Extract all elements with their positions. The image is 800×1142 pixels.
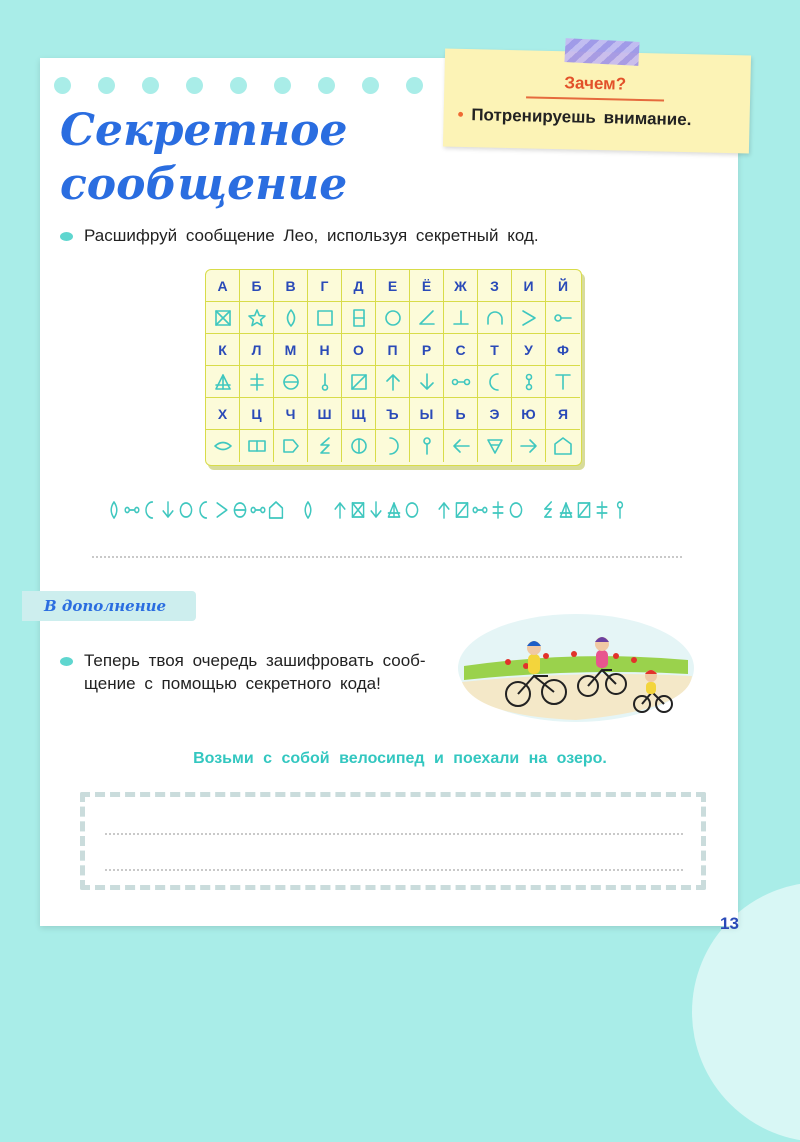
secret-code-table — [205, 269, 582, 466]
code-letter: Т — [490, 341, 499, 358]
code-letter-cell — [274, 270, 308, 302]
binder-hole — [406, 77, 423, 94]
boxed-x-icon — [350, 500, 366, 520]
arrow-down-icon — [410, 366, 444, 398]
circle-bar-icon — [342, 430, 376, 462]
zigzag-icon — [540, 500, 556, 520]
boxed-slash-icon — [342, 366, 376, 398]
code-letter-cell — [308, 334, 342, 366]
dumbbell-icon — [250, 500, 266, 520]
code-letter: Г — [320, 277, 329, 294]
task-instruction: Расшифруй сообщение Лео, используя секретный код. — [84, 226, 539, 245]
writing-line[interactable] — [105, 833, 683, 835]
lollipop-right-icon — [546, 302, 580, 334]
code-letter-cell — [342, 270, 376, 302]
zigzag-icon — [308, 430, 342, 462]
code-letter-cell — [512, 334, 546, 366]
why-sticky-note — [443, 49, 751, 154]
triangle-split-icon — [386, 500, 402, 520]
arrow-right-icon — [512, 430, 546, 462]
binder-hole — [54, 77, 71, 94]
code-letter-cell — [308, 398, 342, 430]
binder-hole — [142, 77, 159, 94]
extra-section-label: В дополнение — [22, 591, 196, 621]
dumbbell-icon — [472, 500, 488, 520]
lens-icon — [106, 500, 122, 520]
bead-line-icon — [512, 366, 546, 398]
code-letter: Я — [557, 405, 569, 422]
chevron-right-icon — [214, 500, 230, 520]
half-moon-icon — [376, 430, 410, 462]
arch-icon — [478, 302, 512, 334]
code-letter-cell — [240, 334, 274, 366]
code-letter-cell — [376, 270, 410, 302]
pin-icon — [410, 430, 444, 462]
theta-circle-icon — [232, 500, 248, 520]
arrow-left-icon — [444, 430, 478, 462]
phrase-to-encode: Возьми с собой велосипед и поехали на озеро. — [193, 750, 607, 767]
code-letter: Ь — [455, 405, 466, 422]
code-letter-cell — [274, 334, 308, 366]
code-letter: О — [353, 341, 364, 358]
code-letter: Ч — [285, 405, 296, 422]
crescent-icon — [142, 500, 158, 520]
code-letter-cell — [478, 334, 512, 366]
pentagon-icon — [546, 430, 580, 462]
boxed-slash-icon — [576, 500, 592, 520]
code-letter: У — [524, 341, 533, 358]
code-letter-cell — [206, 398, 240, 430]
code-letter: Ж — [454, 277, 467, 294]
task-bullet — [60, 232, 73, 241]
pentagon-icon — [268, 500, 284, 520]
thermometer-icon — [308, 366, 342, 398]
code-letter-cell — [206, 270, 240, 302]
code-letter: Ц — [251, 405, 262, 422]
star-icon — [240, 302, 274, 334]
code-letter: И — [523, 277, 534, 294]
note-bullet: • — [457, 104, 464, 124]
arrow-down-icon — [160, 500, 176, 520]
boxed-slash-icon — [454, 500, 470, 520]
arrow-down-icon — [368, 500, 384, 520]
code-letter-cell — [546, 398, 580, 430]
writing-line[interactable] — [105, 869, 683, 871]
code-letter-cell — [274, 398, 308, 430]
lens-icon — [300, 500, 316, 520]
code-letter-cell — [410, 398, 444, 430]
code-letter-cell — [478, 270, 512, 302]
code-letter-cell — [410, 270, 444, 302]
triangle-down-icon — [478, 430, 512, 462]
code-letter: Р — [421, 341, 432, 358]
code-letter-cell — [342, 334, 376, 366]
angle-icon — [410, 302, 444, 334]
tag-icon — [274, 430, 308, 462]
code-letter: Х — [217, 405, 228, 422]
code-letter: Ф — [557, 341, 569, 358]
task-bullet — [60, 657, 73, 666]
code-letter-cell — [410, 334, 444, 366]
page-number: 13 — [720, 914, 739, 933]
code-letter-cell — [342, 398, 376, 430]
code-letter: С — [455, 341, 466, 358]
split-rect-icon — [342, 302, 376, 334]
washi-tape — [564, 38, 639, 66]
code-letter: В — [285, 277, 296, 294]
code-letter-cell — [444, 334, 478, 366]
code-letter-cell — [512, 398, 546, 430]
code-letter: Б — [251, 277, 262, 294]
binder-hole — [186, 77, 203, 94]
task-instruction-2: Теперь твоя очередь зашифровать сооб- щение с помощью секретного кода! — [84, 651, 426, 693]
binder-hole — [362, 77, 379, 94]
theta-circle-icon — [274, 366, 308, 398]
square-icon — [308, 302, 342, 334]
dumbbell-icon — [124, 500, 140, 520]
code-letter-cell — [546, 270, 580, 302]
double-cross-icon — [594, 500, 610, 520]
pin-icon — [612, 500, 628, 520]
answer-line[interactable] — [92, 556, 682, 558]
arrow-up-icon — [376, 366, 410, 398]
crescent-icon — [478, 366, 512, 398]
triangle-split-icon — [206, 366, 240, 398]
code-letter: Ы — [419, 405, 434, 422]
code-letter: Э — [489, 405, 500, 422]
code-letter: Щ — [351, 405, 366, 422]
t-bar-icon — [546, 366, 580, 398]
code-letter: Ё — [421, 277, 432, 294]
code-letter: П — [387, 341, 398, 358]
code-letter-cell — [444, 270, 478, 302]
code-letter: Е — [387, 277, 398, 294]
code-letter-cell — [240, 270, 274, 302]
note-body: Потренируешь внимание. — [471, 105, 692, 130]
triangle-split-icon — [558, 500, 574, 520]
binder-hole — [318, 77, 335, 94]
code-letter: Д — [353, 277, 364, 294]
circle-icon — [376, 302, 410, 334]
code-letter: Й — [557, 277, 569, 294]
dumbbell-icon — [444, 366, 478, 398]
code-letter: Ш — [317, 405, 332, 422]
lens-icon — [274, 302, 308, 334]
code-letter-cell — [376, 398, 410, 430]
double-cross-icon — [490, 500, 506, 520]
code-letter: А — [217, 277, 228, 294]
code-letter-cell — [512, 270, 546, 302]
code-letter-cell — [206, 334, 240, 366]
encoded-message — [106, 496, 686, 524]
code-letter: Л — [251, 341, 262, 358]
code-letter-cell — [478, 398, 512, 430]
arrow-up-icon — [436, 500, 452, 520]
double-cross-icon — [240, 366, 274, 398]
code-letter-cell — [546, 334, 580, 366]
double-rect-icon — [240, 430, 274, 462]
binder-hole — [98, 77, 115, 94]
code-letter: М — [284, 341, 297, 358]
arrow-up-icon — [332, 500, 348, 520]
writing-box[interactable] — [80, 792, 706, 890]
circle-icon — [508, 500, 524, 520]
code-letter: Н — [319, 341, 330, 358]
note-underline — [526, 96, 664, 101]
chevron-right-icon — [512, 302, 546, 334]
binder-hole — [274, 77, 291, 94]
code-letter-cell — [444, 398, 478, 430]
code-letter: З — [490, 277, 499, 294]
code-letter: Ю — [521, 405, 536, 422]
code-letter-cell — [376, 334, 410, 366]
binder-hole — [230, 77, 247, 94]
note-heading: Зачем? — [564, 73, 627, 94]
crescent-icon — [196, 500, 212, 520]
code-letter-cell — [308, 270, 342, 302]
eye-icon — [206, 430, 240, 462]
page-title: Секретное сообщение — [60, 105, 348, 210]
circle-icon — [404, 500, 420, 520]
code-letter: К — [218, 341, 227, 358]
code-letter: Ъ — [386, 405, 399, 422]
note-text — [457, 105, 691, 130]
cycling-family-illustration — [456, 610, 696, 722]
circle-icon — [178, 500, 194, 520]
up-tack-icon — [444, 302, 478, 334]
boxed-x-icon — [206, 302, 240, 334]
code-letter-cell — [240, 398, 274, 430]
